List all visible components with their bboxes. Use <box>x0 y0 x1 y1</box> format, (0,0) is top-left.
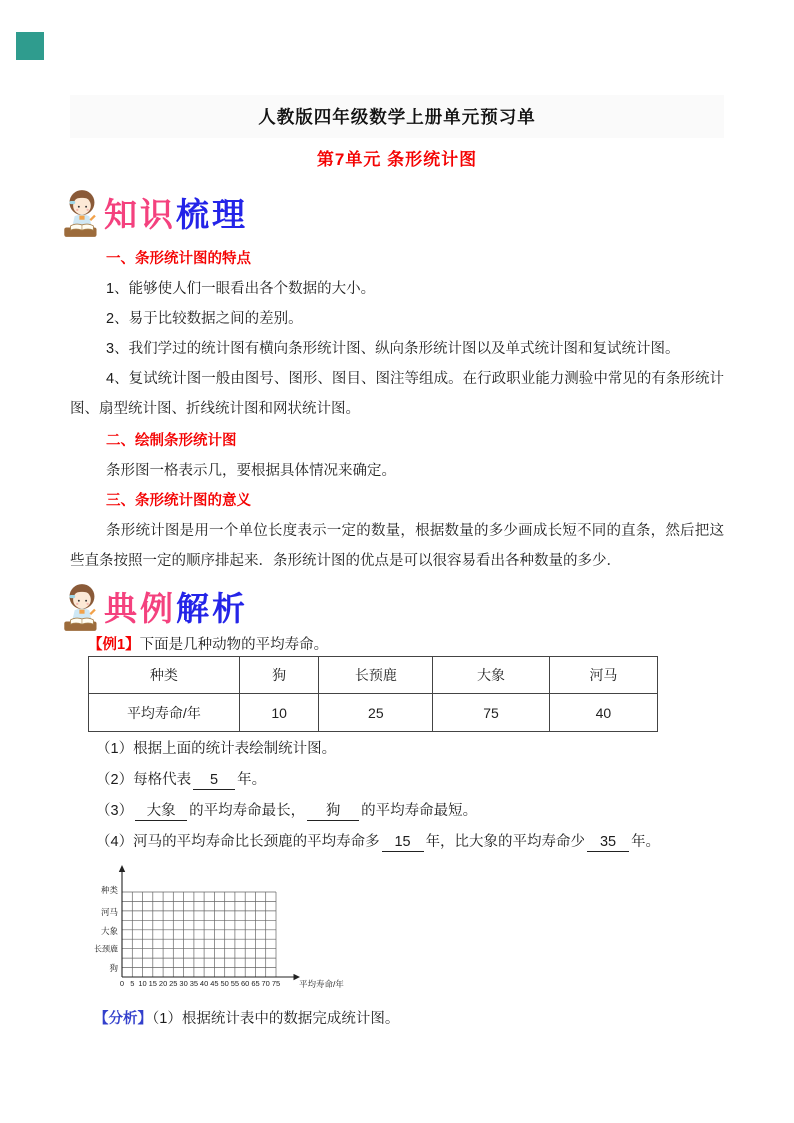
x-tick-35: 35 <box>189 979 199 988</box>
header-cell-elephant: 大象 <box>433 657 550 694</box>
x-tick-75: 75 <box>271 979 281 988</box>
value-cell-giraffe: 25 <box>319 694 433 732</box>
x-tick-60: 60 <box>241 979 250 988</box>
x-tick-45: 45 <box>210 979 219 988</box>
x-tick-50: 50 <box>220 979 229 988</box>
analysis-line <box>70 1006 724 1032</box>
bar-chart-grid <box>82 864 422 996</box>
heading-features: 一、条形统计图的特点 <box>106 251 251 267</box>
y-axis-arrow <box>119 865 125 872</box>
header-cell-category: 种类 <box>89 657 240 694</box>
question-3-blank-1: 大象 <box>135 803 187 821</box>
example-header-word-2: 解析 <box>176 589 248 627</box>
document-title: 人教版四年级数学上册单元预习单 <box>258 107 536 127</box>
x-tick-40: 40 <box>199 979 209 988</box>
question-4 <box>70 827 724 858</box>
question-3-pre: （3） <box>96 803 134 819</box>
grid-lines <box>122 892 276 977</box>
feature-point-1: 1、能够使人们一眼看出各个数据的大小。 <box>106 281 376 297</box>
header-cell-giraffe: 长预鹿 <box>319 657 433 694</box>
x-tick-65: 65 <box>251 979 260 988</box>
question-3-blank-2: 狗 <box>307 803 359 821</box>
pencil <box>90 216 95 221</box>
example-section-header <box>62 582 724 634</box>
knowledge-header-word-2: 梳理 <box>176 195 248 233</box>
question-2 <box>70 765 724 796</box>
question-3-mid: 的平均寿命最长， <box>189 803 306 819</box>
value-cell-label: 平均寿命/年 <box>89 694 240 732</box>
question-2-post: 年。 <box>237 772 267 788</box>
category-label-hippo: 河马 <box>100 907 118 917</box>
x-tick-0: 0 <box>119 979 125 988</box>
x-tick-55: 55 <box>230 979 240 988</box>
analysis-label: 【分析】 <box>94 1011 152 1027</box>
x-tick-25: 25 <box>169 979 178 988</box>
knowledge-section-header <box>62 188 724 240</box>
question-4-blank-2: 35 <box>587 834 629 852</box>
x-tick-15: 15 <box>148 979 157 988</box>
question-2-blank: 5 <box>193 772 235 790</box>
meaning-paragraph: 条形统计图是用一个单位长度表示一定的数量，根据数量的多少画成长短不同的直条，然后把这些直条按照一定的顺序排起来．条形统计图的优点是可以很容易看出各种数量的多少． <box>70 523 724 569</box>
feature-point-3: 3、我们学过的统计图有横向条形统计图、纵向条形统计图以及单式统计图和复试统计图。 <box>106 341 680 357</box>
analysis-text: （1）根据统计表中的数据完成统计图。 <box>152 1011 400 1027</box>
example-label: 【例1】 <box>88 637 140 653</box>
example-header-word-1: 典例 <box>104 589 176 627</box>
document-header-band <box>70 95 724 138</box>
question-4-mid: 年，比大象的平均寿命少 <box>425 834 586 850</box>
girl-reading-icon <box>62 582 104 634</box>
example-intro-text: 下面是几种动物的平均寿命。 <box>139 637 329 653</box>
x-axis-label: 平均寿命/年 <box>299 979 344 989</box>
header-cell-dog: 狗 <box>239 657 319 694</box>
knowledge-header-text <box>104 195 248 233</box>
question-4-pre: （4）河马的平均寿命比长颈鹿的平均寿命多 <box>96 834 380 850</box>
value-cell-elephant: 75 <box>433 694 550 732</box>
category-label-giraffe: 长颈鹿 <box>94 944 118 954</box>
x-tick-30: 30 <box>179 979 188 988</box>
value-cell-hippo: 40 <box>549 694 657 732</box>
value-cell-dog: 10 <box>239 694 319 732</box>
example-intro-line <box>70 634 724 656</box>
x-tick-70: 70 <box>261 979 270 988</box>
corner-color-square <box>16 32 44 60</box>
feature-point-2: 2、易于比较数据之间的差别。 <box>106 311 303 327</box>
lifespan-table <box>88 656 658 732</box>
example-header-text <box>104 589 248 627</box>
header-cell-hippo: 河马 <box>549 657 657 694</box>
unit-title: 第7单元 条形统计图 <box>316 150 478 169</box>
question-3 <box>70 796 724 827</box>
mascot-face <box>73 197 91 215</box>
table-value-row <box>89 694 658 732</box>
question-4-blank-1: 15 <box>382 834 424 852</box>
x-tick-10: 10 <box>138 979 147 988</box>
category-label-dog: 狗 <box>109 963 118 973</box>
girl-reading-icon <box>62 188 104 240</box>
drawing-paragraph: 条形图一格表示几，要根据具体情况来确定。 <box>106 463 396 479</box>
feature-point-4: 4、复试统计图一般由图号、图形、图目、图注等组成。在行政职业能力测验中常见的有条形统计图、扇型统计图、折线统计图和网状统计图。 <box>70 371 724 417</box>
question-3-post: 的平均寿命最短。 <box>361 803 478 819</box>
heading-meaning: 三、条形统计图的意义 <box>106 493 251 509</box>
table-header-row <box>89 657 658 694</box>
question-4-post: 年。 <box>631 834 661 850</box>
category-label-elephant: 大象 <box>100 926 118 936</box>
hair-clip <box>69 201 75 204</box>
heading-drawing: 二、绘制条形统计图 <box>106 433 237 449</box>
knowledge-header-word-1: 知识 <box>104 195 176 233</box>
page-content <box>70 95 724 1032</box>
y-axis-label: 种类 <box>100 885 118 895</box>
x-tick-20: 20 <box>158 979 168 988</box>
x-tick-5: 5 <box>130 979 135 988</box>
question-1: （1）根据上面的统计表绘制统计图。 <box>96 741 337 757</box>
question-2-pre: （2）每格代表 <box>96 772 192 788</box>
axes <box>122 871 295 977</box>
